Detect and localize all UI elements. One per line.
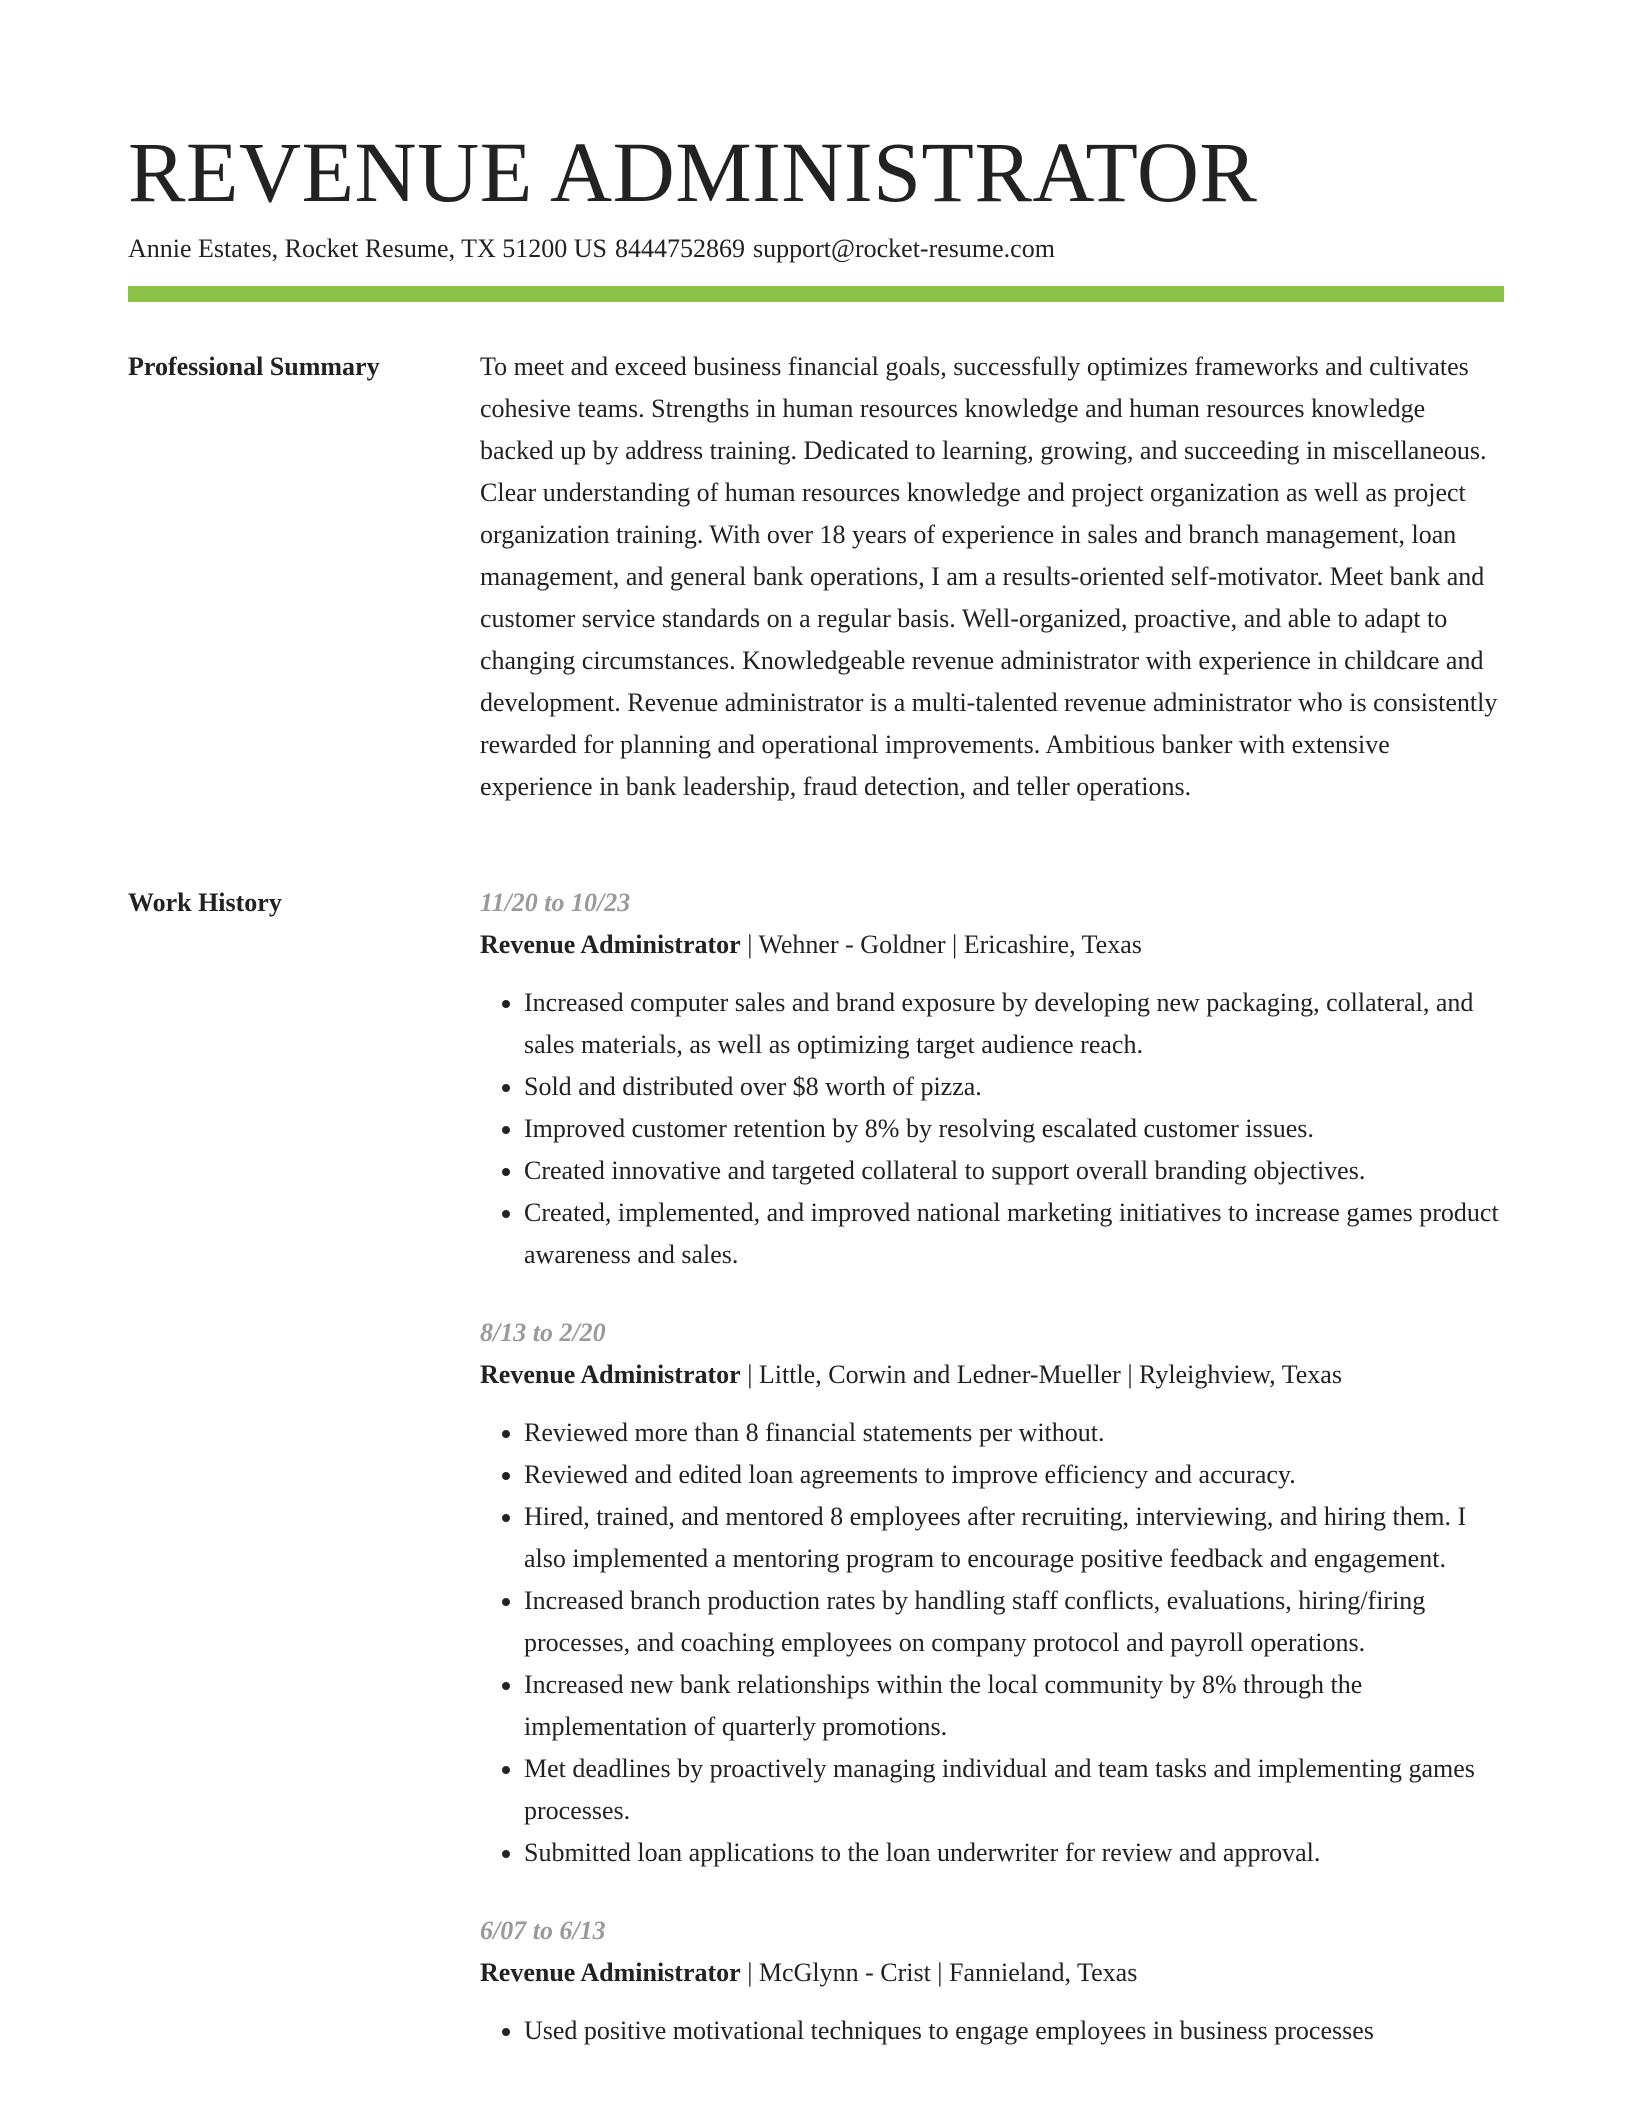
job-bullet: • Created innovative and targeted collateral to support overall branding objectives. — [524, 1150, 1504, 1192]
professional-summary-label: Professional Summary — [128, 352, 380, 381]
job-bullets — [480, 2010, 1504, 2052]
header-accent-rule — [128, 286, 1504, 302]
job-entry — [480, 1910, 1504, 2052]
contact-line — [128, 232, 1063, 266]
job-title: Revenue Administrator — [480, 1360, 741, 1389]
professional-summary-body — [480, 346, 1504, 808]
job-dates: 11/20 to 10/23 — [480, 888, 631, 917]
job-bullets — [480, 1412, 1504, 1874]
contact-phone: 8444752869 — [615, 234, 746, 263]
contact-address: Annie Estates, Rocket Resume, TX 51200 US — [128, 234, 608, 263]
job-bullet: • Submitted loan applications to the loan underwriter for review and approval. — [524, 1832, 1504, 1874]
job-details: | Wehner - Goldner | Ericashire, Texas — [740, 930, 1142, 959]
job-title: Revenue Administrator — [480, 1958, 741, 1987]
resume-title: REVENUE ADMINISTRATOR — [128, 124, 1258, 220]
job-header — [480, 1354, 1504, 1396]
job-entry — [480, 882, 1504, 1276]
job-bullet: • Created, implemented, and improved national marketing initiatives to increase games product awareness and sales. — [524, 1192, 1504, 1276]
job-details: | Little, Corwin and Ledner-Mueller | Ryleighview, Texas — [740, 1360, 1342, 1389]
job-bullet: • Improved customer retention by 8% by resolving escalated customer issues. — [524, 1108, 1504, 1150]
job-bullets — [480, 982, 1504, 1276]
job-header — [480, 924, 1504, 966]
job-bullet: • Increased computer sales and brand exposure by developing new packaging, collateral, and sales materials, as well as optimizing target audience reach. — [524, 982, 1504, 1066]
job-bullet: • Increased branch production rates by handling staff conflicts, evaluations, hiring/firing processes, and coaching employees on company protocol and payroll operations. — [524, 1580, 1504, 1664]
professional-summary-text: To meet and exceed business financial goals, successfully optimizes frameworks and cultivates cohesive teams. Strengths in human resources knowledge and human resources knowledge backed up by address training. Dedicated to learning, growing, and succeeding in miscellaneous. Clear understanding of human resources knowledge and project organization as well as project organization training. With over 18 years of experience in sales and branch management, loan management, and general bank operations, I am a results-oriented self-motivator. Meet bank and customer service standards on a regular basis. Well-organized, proactive, and able to adapt to changing circumstances. Knowledgeable revenue administrator with experience in childcare and development. Revenue administrator is a multi-talented revenue administrator who is consistently rewarded for planning and operational improvements. Ambitious banker with extensive experience in bank leadership, fraud detection, and teller operations. — [480, 352, 1498, 801]
contact-email: support@rocket-resume.com — [753, 234, 1055, 263]
job-details: | McGlynn - Crist | Fannieland, Texas — [740, 1958, 1138, 1987]
job-title: Revenue Administrator — [480, 930, 741, 959]
job-bullet: • Used positive motivational techniques to engage employees in business processes — [524, 2010, 1504, 2052]
job-bullet: • Reviewed more than 8 financial statements per without. — [524, 1412, 1504, 1454]
job-dates: 6/07 to 6/13 — [480, 1916, 606, 1945]
job-bullet: • Increased new bank relationships within the local community by 8% through the implementation of quarterly promotions. — [524, 1664, 1504, 1748]
job-bullet: • Reviewed and edited loan agreements to improve efficiency and accuracy. — [524, 1454, 1504, 1496]
job-entry — [480, 1312, 1504, 1874]
job-dates: 8/13 to 2/20 — [480, 1318, 606, 1347]
job-header — [480, 1952, 1504, 1994]
work-history-label: Work History — [128, 888, 282, 917]
work-history-body — [480, 882, 1504, 2088]
job-bullet: • Met deadlines by proactively managing individual and team tasks and implementing games processes. — [524, 1748, 1504, 1832]
job-bullet: • Hired, trained, and mentored 8 employees after recruiting, interviewing, and hiring them. I also implemented a mentoring program to encourage positive feedback and engagement. — [524, 1496, 1504, 1580]
job-bullet: • Sold and distributed over $8 worth of pizza. — [524, 1066, 1504, 1108]
